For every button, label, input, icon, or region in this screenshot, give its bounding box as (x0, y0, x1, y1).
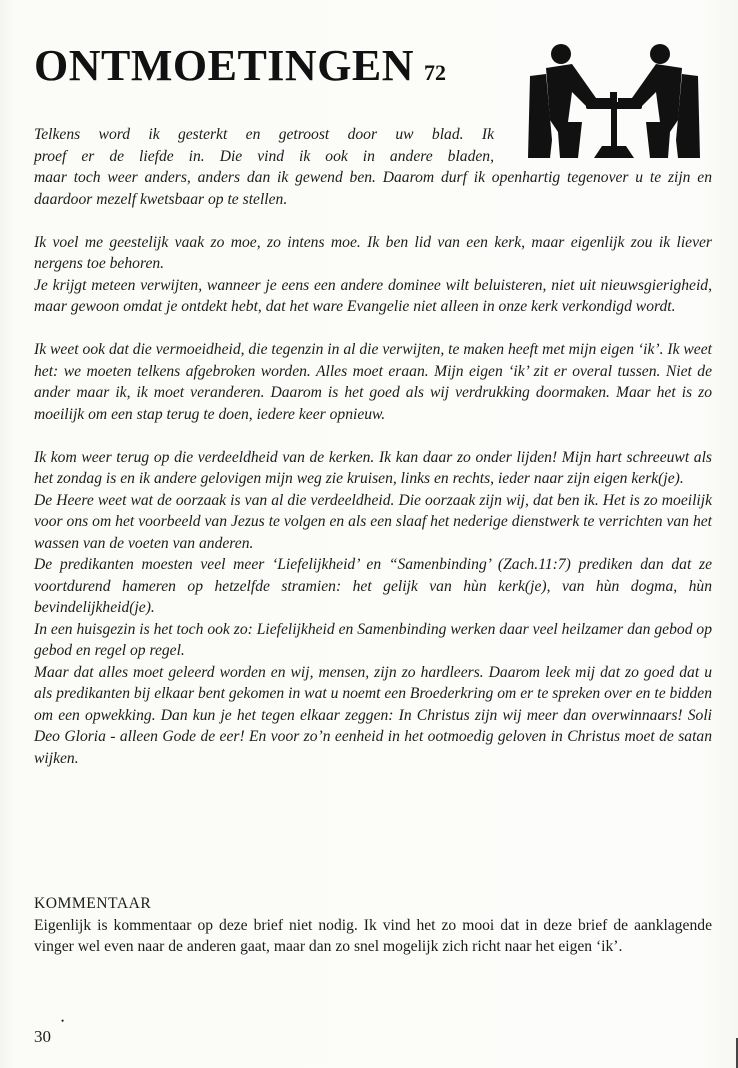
page-title: ONTMOETINGEN (34, 41, 415, 90)
table-top (586, 102, 642, 109)
commentary-section (34, 893, 712, 958)
letter-paragraph-4: Ik weet ook dat die vermoeidheid, die tegenzin in al die verwijten, te maken heeft met mijn eigen ‘ik’. Ik weet het: we moeten telkens afgebroken worden. Alles moet eraan. Mijn eigen ‘ik’ zit er overal tussen. Niet de ander maar ik, ik moet veranderen. Daarom is het goed als wij verdrukking doormaken. Maar het is zo moeilijk om een stap terug te doen, iedere keer opnieuw. (34, 341, 712, 423)
article-header (34, 40, 514, 90)
letter-paragraph-7: De predikanten moesten veel meer ‘Liefelijkheid’ en “Samenbinding’ (Zach.11:7) prediken dan dat ze voortdurend hameren op hetzelfde stramien: het gelijk van hùn kerk(je), van hùn dogma, hùn bevindelijkheid(je). (34, 556, 712, 616)
letter-paragraph-8: In een huisgezin is het toch ook zo: Liefelijkheid en Samenbinding werken daar veel heilzamer dan gebod op gebod en regel op regel. (34, 620, 712, 659)
left-person-head (551, 44, 571, 64)
issue-number: 72 (424, 60, 447, 85)
commentary-body: Eigenlijk is kommentaar op deze brief niet nodig. Ik vind het zo mooi dat in deze brief de aanklagende vinger wel even naar de anderen gaat, maar dan zo snel mogelijk zich richt naar het eigen ‘ik’. (34, 916, 712, 955)
letter-paragraph-6: De Heere weet wat de oorzaak is van al die verdeeldheid. Die oorzaak zijn wij, dat ben ik. Het is zo moeilijk voor ons om het voorbeeld van Jezus te volgen en als een slaaf het nederige dienstwerk te verrichten van het wassen van de voeten van anderen. (34, 491, 712, 552)
letter-paragraph-1-rest: maar toch weer anders, anders dan ik gewend ben. Daarom durf ik openhartig tegenover u te zijn en daardoor mezelf kwetsbaar op te stellen. (34, 169, 712, 208)
reader-letter (34, 124, 712, 769)
page-number: 30 (34, 1027, 51, 1046)
right-person-head (650, 44, 670, 64)
printer-mark: • (61, 1016, 65, 1026)
letter-line-1: Telkens word ik gesterkt en getroost door uw blad. Ik (34, 126, 494, 143)
letter-paragraph-3: Je krijgt meteen verwijten, wanneer je eens een andere dominee wilt beluisteren, niet uit nieuwsgierigheid, maar gewoon omdat je ontdekt hebt, dat het ware Evangelie niet alleen in onze kerk verkondigd wordt. (34, 276, 712, 315)
letter-paragraph-5: Ik kom weer terug op die verdeeldheid van de kerken. Ik kan daar zo onder lijden! Mijn hart schreeuwt als het zondag is en ik andere gelovigen mijn weg zie kruisen, links en rechts, ieder naar zijn eigen kerk(je). (34, 448, 712, 487)
letter-paragraph-9: Maar dat alles moet geleerd worden en wij, mensen, zijn zo hardleers. Daarom leek mij dat zo goed dat u als predikanten bij elkaar bent gekomen in wat u noemt een Broederkring om er te spreken over en te bidden om een opwekking. Dan kun je het tegen elkaar zeggen: In Christus zijn wij meer dan overwinnaars! Soli Deo Gloria - alleen Gode de eer! En voor zo’n eenheid in het ootmoedig geloven in Christus moet de satan wijken. (34, 663, 712, 767)
commentary-heading: KOMMENTAAR (34, 895, 152, 912)
letter-paragraph-2: Ik voel me geestelijk vaak zo moe, zo intens moe. Ik ben lid van een kerk, maar eigenlijk zou ik liever nergens toe behoren. (34, 233, 712, 272)
letter-paragraph-1 (34, 124, 712, 210)
cup (610, 92, 617, 102)
letter-line-2: proef er de liefde in. Die vind ik ook in andere bladen, (34, 147, 494, 165)
